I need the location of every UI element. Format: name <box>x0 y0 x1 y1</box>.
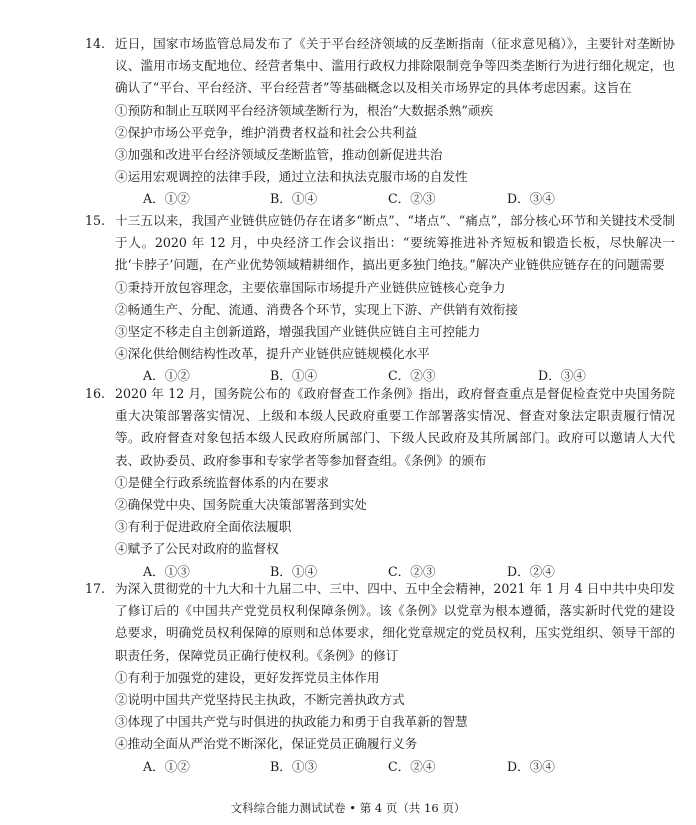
answer-choices <box>115 756 675 778</box>
option-1: ①有利于加强党的建设，更好发挥党员主体作用 <box>115 669 380 685</box>
choice-a: A．①② <box>143 368 190 384</box>
question-number: 16. <box>85 386 106 401</box>
choice-c: C．②③ <box>388 368 436 384</box>
option-list <box>115 100 675 189</box>
choice-b: B．①④ <box>270 563 318 579</box>
option-4: ④赋予了公民对政府的监督权 <box>115 541 279 557</box>
choice-c: C．②③ <box>388 191 436 207</box>
page-footer: 文科综合能力测试试卷 • 第 4 页（共 16 页） <box>230 801 466 815</box>
choice-b: B．①④ <box>270 368 318 384</box>
question-17 <box>85 578 675 778</box>
question-15 <box>85 210 675 388</box>
question-number: 15. <box>85 213 106 228</box>
choice-d: D．③④ <box>538 368 586 384</box>
option-2: ②畅通生产、分配、流通、消费各个环节，实现上下游、产供销有效衔接 <box>115 301 518 317</box>
choice-b: B．①④ <box>270 191 318 207</box>
option-3: ③坚定不移走自主创新道路，增强我国产业链供应链自主可控能力 <box>115 324 481 340</box>
answer-choices <box>115 188 675 210</box>
option-3: ③有利于促进政府全面依法履职 <box>115 519 292 535</box>
option-4: ④深化供给侧结构性改革，提升产业链供应链规模化水平 <box>115 346 430 362</box>
choice-a: A．①② <box>143 758 190 774</box>
option-4: ④运用宏观调控的法律手段，通过立法和执法克服市场的自发性 <box>115 169 468 185</box>
choice-a: A．①③ <box>143 563 190 579</box>
choice-b: B．①③ <box>270 758 318 774</box>
option-1: ①秉持开放包容理念，主要依靠国际市场提升产业链供应链核心竞争力 <box>115 279 506 295</box>
question-number: 14. <box>85 36 106 51</box>
question-number: 17. <box>85 581 106 596</box>
option-1: ①是健全行政系统监督体系的内在要求 <box>115 474 330 490</box>
question-stem: 十三五以来，我国产业链供应链仍存在诸多“断点”、“堵点”、“痛点”，部分核心环节和关键技术受制于人。2020 年 12 月，中央经济工作会议指出：“要统筹推进补齐短板和锻造长板，尽快解决一批‘卡脖子’问题，在产业优势领域精耕细作，搞出更多独门绝技。”解决产业链供应链存在的问题需要 <box>115 213 675 273</box>
option-2: ②确保党中央、国务院重大决策部署落到实处 <box>115 497 367 513</box>
option-list <box>115 667 675 756</box>
option-4: ④推动全面从严治党不断深化，保证党员正确履行义务 <box>115 736 418 752</box>
question-16 <box>85 383 675 583</box>
option-3: ③加强和改进平台经济领域反垄断监管，推动创新促进共治 <box>115 147 443 163</box>
option-2: ②说明中国共产党坚持民主执政，不断完善执政方式 <box>115 692 405 708</box>
option-2: ②保护市场公平竞争，维护消费者权益和社会公共利益 <box>115 124 418 140</box>
choice-a: A．①② <box>143 191 190 207</box>
question-14 <box>85 33 675 211</box>
option-1: ①预防和制止互联网平台经济领域垄断行为，根治“大数据杀熟”顽疾 <box>115 102 494 118</box>
option-list <box>115 277 675 366</box>
question-stem: 2020 年 12 月，国务院公布的《政府督查工作条例》指出，政府督查重点是督促检查党中央国务院重大决策部署落实情况、上级和本级人民政府重要工作部署落实情况、督查对象法定职责履行情况等。政府督查对象包括本级人民政府所属部门、下级人民政府及其所属部门。政府可以邀请人大代表、政协委员、政府参事和专家学者等参加督查组。《条例》的颁布 <box>115 386 675 468</box>
choice-c: C．②④ <box>388 758 436 774</box>
option-3: ③体现了中国共产党与时俱进的执政能力和勇于自我革新的智慧 <box>115 714 468 730</box>
choice-c: C．②③ <box>388 563 436 579</box>
choice-d: D．③④ <box>507 758 555 774</box>
question-stem: 为深入贯彻党的十九大和十九届二中、三中、四中、五中全会精神，2021 年 1 月 4 日中共中央印发了修订后的《中国共产党党员权利保障条例》。该《条例》以党章为根本遵循，落实新时代党的建设总要求，明确党员权利保障的原则和总体要求，细化党章规定的党员权利，压实党组织、领导干部的职责任务，保障党员正确行使权利。《条例》的修订 <box>115 581 675 663</box>
option-list <box>115 472 675 561</box>
choice-d: D．③④ <box>507 191 555 207</box>
question-stem: 近日，国家市场监管总局发布了《关于平台经济领域的反垄断指南（征求意见稿）》，主要针对垄断协议、滥用市场支配地位、经营者集中、滥用行政权力排除限制竞争等四类垄断行为进行细化规定，也确认了“平台、平台经济、平台经营者”等基础概念以及相关市场界定的具体考虑因素。这旨在 <box>115 36 675 96</box>
choice-d: D．②④ <box>507 563 555 579</box>
